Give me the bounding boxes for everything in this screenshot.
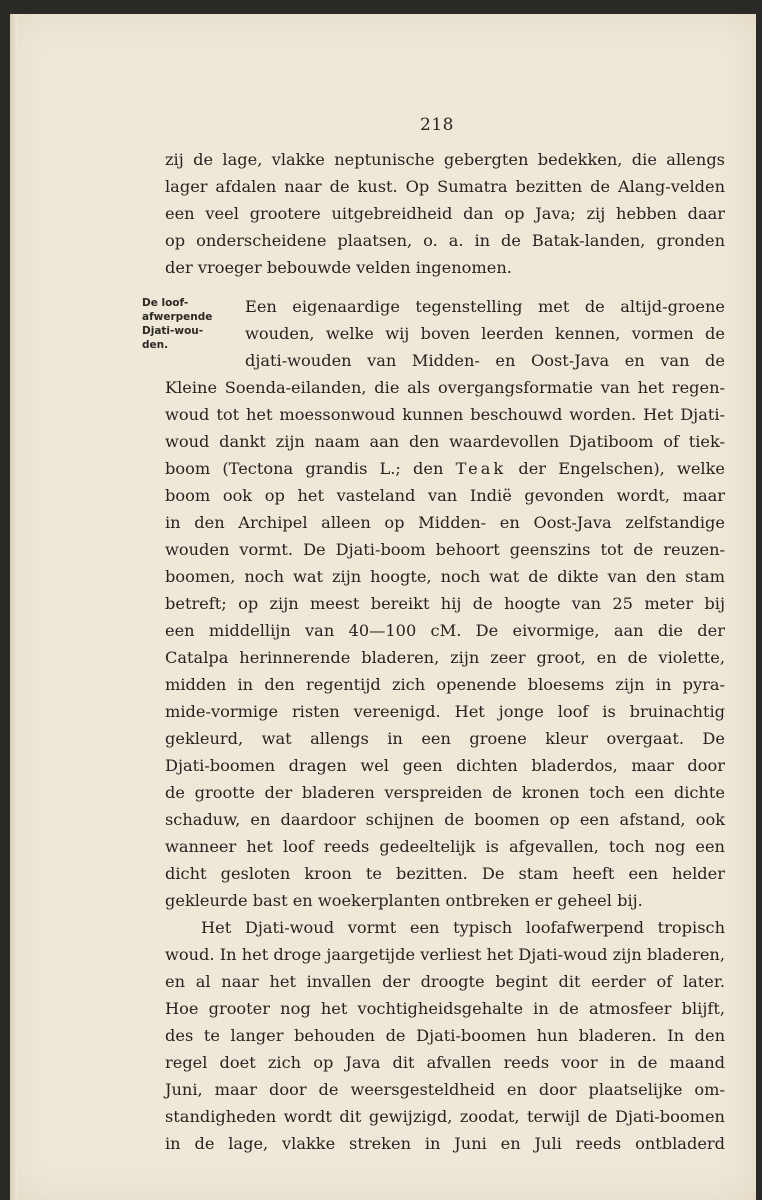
text-line: de grootte der bladeren verspreiden de kronen toch een dichte [165, 783, 725, 802]
margin-note-line: Djati-wou- [142, 325, 204, 337]
text-line: Juni, maar door de weersgesteldheid en door plaatselijke om- [165, 1080, 725, 1099]
text-line: wouden vormt. De Djati-boom behoort geenszins tot de reuzen- [165, 540, 725, 559]
text-fragment: der Engelschen), welke [518, 459, 725, 478]
page-edge [10, 14, 18, 1200]
paragraph-3 [165, 914, 725, 1157]
text-line: boomen, noch wat zijn hoogte, noch wat de dikte van den stam [165, 567, 725, 586]
paragraph-gap [165, 281, 725, 293]
text-line: Catalpa herinnerende bladeren, zijn zeer groot, en de violette, [165, 648, 725, 667]
text-line: midden in den regentijd zich openende bloesems zijn in pyra- [165, 675, 725, 694]
text-line: gekleurd, wat allengs in een groene kleur overgaat. De [165, 729, 725, 748]
text-line: een middellijn van 40—100 cM. De eivormige, aan die der [165, 621, 725, 640]
text-line: schaduw, en daardoor schijnen de boomen op een afstand, ook [165, 810, 725, 829]
text-line: op onderscheidene plaatsen, o. a. in de Batak-landen, gronden [165, 231, 725, 250]
text-line: des te langer behouden de Djati-boomen hun bladeren. In den [165, 1026, 725, 1045]
text-line: betreft; op zijn meest bereikt hij de hoogte van 25 meter bij [165, 594, 725, 613]
margin-note-line: afwerpende [142, 311, 213, 323]
text-fragment: boom (Tectona grandis L.; den [165, 459, 444, 478]
text-line: een veel grootere uitgebreidheid dan op Java; zij hebben daar [165, 204, 725, 223]
text-line: der vroeger bebouwde velden ingenomen. [165, 258, 512, 277]
text-line: djati-wouden van Midden- en Oost-Java en van de [245, 351, 725, 370]
text-line: woud tot het moessonwoud kunnen beschouwd worden. Het Djati- [165, 405, 725, 424]
text-line: en al naar het invallen der droogte begint dit eerder of later. [165, 972, 725, 991]
text-line: Een eigenaardige tegenstelling met de altijd-groene [245, 297, 725, 316]
text-line: Het Djati-woud vormt een typisch loofafwerpend tropisch [201, 918, 725, 937]
text-line: Hoe grooter nog het vochtigheidsgehalte in de atmosfeer blijft, [165, 999, 725, 1018]
text-line: standigheden wordt dit gewijzigd, zoodat, terwijl de Djati-boomen [165, 1107, 725, 1126]
text-line: woud dankt zijn naam aan den waardevollen Djatiboom of tiek- [165, 432, 725, 451]
text-line: mide-vormige risten vereenigd. Het jonge loof is bruinachtig [165, 702, 725, 721]
text-line: wouden, welke wij boven leerden kennen, vormen de [245, 324, 725, 343]
text-line: in den Archipel alleen op Midden- en Oost-Java zelfstandige [165, 513, 725, 532]
paragraph-2 [165, 293, 725, 914]
text-line: in de lage, vlakke streken in Juni en Juli reeds ontbladerd [165, 1134, 725, 1153]
text-line: regel doet zich op Java dit afvallen reeds voor in de maand [165, 1053, 725, 1072]
text-line: Kleine Soenda-eilanden, die als overgangsformatie van het regen- [165, 378, 725, 397]
margin-note-line: De loof- [142, 297, 189, 309]
paragraph-1 [165, 146, 725, 281]
margin-note-line: den. [142, 339, 169, 351]
text-line: wanneer het loof reeds gedeeltelijk is afgevallen, toch nog een [165, 837, 725, 856]
text-line: lager afdalen naar de kust. Op Sumatra bezitten de Alang-velden [165, 177, 725, 196]
text-line-mixed [165, 455, 725, 482]
body-text [165, 146, 725, 1157]
text-line: dicht gesloten kroon te bezitten. De stam heeft een helder [165, 864, 725, 883]
text-line: woud. In het droge jaargetijde verliest het Djati-woud zijn bladeren, [165, 945, 725, 964]
text-line: zij de lage, vlakke neptunische gebergten bedekken, die allengs [165, 150, 725, 169]
page-number: 218 [420, 115, 454, 135]
text-line: gekleurde bast en woekerplanten ontbreken er geheel bij. [165, 891, 643, 910]
spaced-term: Teak [455, 459, 507, 478]
text-line: Djati-boomen dragen wel geen dichten bladerdos, maar door [165, 756, 725, 775]
text-line: boom ook op het vasteland van Indië gevonden wordt, maar [165, 486, 725, 505]
